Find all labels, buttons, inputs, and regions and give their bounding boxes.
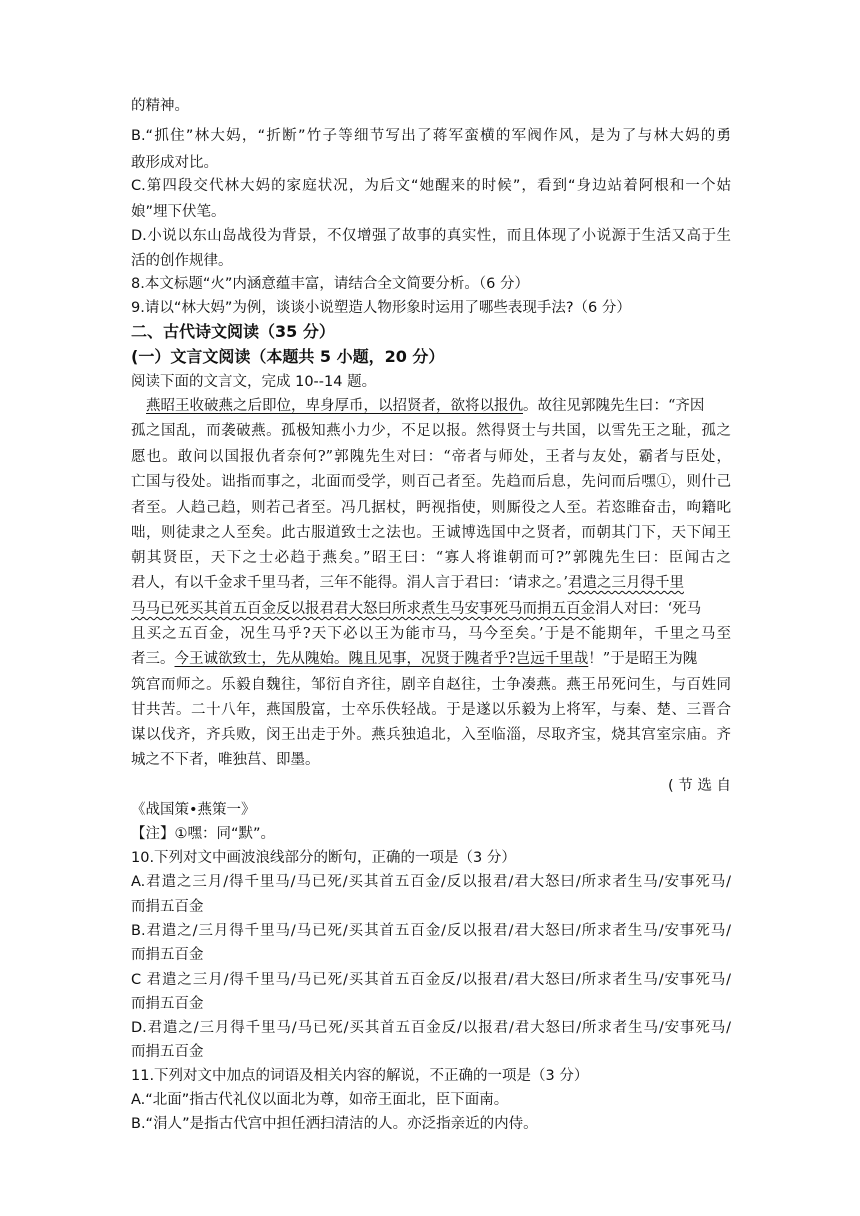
option-line: 而捐五百金	[131, 899, 204, 915]
text-line: 敢形成对比。	[131, 155, 218, 171]
passage-line: 孤之国乱，而袭破燕。孤极知燕小力少，不足以报。然得贤士与共国，以雪先王之耻，孤之	[131, 423, 731, 439]
option-line: B.君遣之/三月得千里马/马已死/买其首五百金/反以报君/君大怒曰/所求者生马/安事死马/	[131, 923, 731, 939]
option-line: C 君遣之三月/得千里马/马已死/买其首五百金反/以报君/君大怒曰/所求者生马/安事死马/	[131, 972, 731, 988]
passage-line: 咄，则徒隶之人至矣。此古服道致士之法也。王诚博选国中之贤者，而朝其门下，天下闻王	[131, 525, 731, 541]
option-line: A.君遣之三月/得千里马/马已死/买其首五百金/反以报君/君大怒曰/所求者生马/安事死马/	[131, 874, 731, 890]
option-line: 而捐五百金	[131, 996, 204, 1012]
question-8: 8.本文标题“火”内涵意蕴丰富，请结合全文简要分析。（6 分）	[131, 276, 529, 292]
passage-line: 谋以伐齐，齐兵败，闵王出走于外。燕兵独追北，入至临淄，尽取齐宝，烧其宫室宗庙。齐	[131, 727, 731, 743]
underlined-sentence: 燕昭王收破燕之后即位，卑身厚币，以招贤者，欲将以报仇	[146, 398, 523, 414]
passage-line: 愿也。敢问以国报仇者奈何?”郭隗先生对曰：“帝者与师处，王者与友处，霸者与臣处，	[131, 449, 731, 465]
source-citation: ( 节 选 自	[668, 778, 731, 794]
passage-line: 城之不下者，唯独莒、即墨。	[131, 752, 320, 768]
passage-line-9: 马马已死买其首五百金反以报君君大怒曰所求煮生马安事死马而捐五百金涓人对曰：‘死马	[131, 601, 702, 617]
underlined-sentence: 今王诚欲致士，先从隗始。隗且见事，况贤于隗者乎?岂远千里哉	[174, 651, 589, 667]
passage-line: 筑宫而师之。乐毅自魏往，邹衍自齐往，剧辛自赵往，士争凑燕。燕王吊死问生，与百姓同	[131, 677, 731, 693]
question-9: 9.请以“林大妈”为例，谈谈小说塑造人物形象时运用了哪些表现手法?（6 分）	[131, 300, 631, 316]
passage-line-11: 者三。今王诚欲致士，先从隗始。隗且见事，况贤于隗者乎?岂远千里哉！”于是昭王为隗	[131, 651, 698, 667]
sub-title: (一）文言文阅读（本题共 5 小题，20 分）	[131, 347, 445, 366]
section-title: 二、古代诗文阅读（35 分）	[131, 322, 335, 341]
passage-line-8: 君人，有以千金求千里马者，三年不能得。涓人言于君曰：‘请求之。’君遣之三月得千里	[131, 575, 684, 591]
passage-line: 且买之五百金，况生马乎?天下必以王为能市马，马今至矣。’于是不能期年，千里之马至	[131, 626, 731, 642]
text-line: 的精神。	[131, 98, 189, 114]
option-b-line: B.“抓住”林大妈，“折断”竹子等细节写出了蒋军蛮横的军阀作风，是为了与林大妈的勇	[131, 128, 731, 144]
option-line: 而捐五百金	[131, 1044, 204, 1060]
option-d-line: D.小说以东山岛战役为背景，不仅增强了故事的真实性，而且体现了小说源于生活又高于生	[131, 228, 731, 244]
option-c-line: C.第四段交代林大妈的家庭状况，为后文“她醒来的时候”，看到“身边站着阿根和一个姑	[131, 178, 731, 194]
passage-line: 甘共苦。二十八年，燕国殷富，士卒乐佚轻战。于是遂以乐毅为上将军，与秦、楚、三晋合	[131, 702, 731, 718]
question-10: 10.下列对文中画波浪线部分的断句，正确的一项是（3 分）	[131, 850, 516, 866]
text-line: 活的创作规律。	[131, 253, 233, 269]
footnote: 【注】①嘿：同“默”。	[131, 826, 276, 842]
source-title: 《战国策•燕策一》	[131, 802, 256, 818]
option-line: 而捐五百金	[131, 947, 204, 963]
option-line: B.“涓人”是指古代宫中担任洒扫清洁的人。亦泛指亲近的内侍。	[131, 1116, 538, 1132]
question-11: 11.下列对文中加点的词语及相关内容的解说，不正确的一项是（3 分）	[131, 1068, 589, 1084]
instruction: 阅读下面的文言文，完成 10--14 题。	[131, 374, 377, 390]
passage-line-1: 燕昭王收破燕之后即位，卑身厚币，以招贤者，欲将以报仇。故往见郭隗先生曰：“齐因	[146, 398, 705, 414]
option-line: A.“北面”指古代礼仪以面北为尊，如帝王面北，臣下面南。	[131, 1092, 509, 1108]
wavy-underline: 君遣之三月得千里	[567, 575, 684, 591]
option-line: D.君遣之/三月得千里马/马已死/买其首五百金反/以报君/君大怒曰/所求者生马/安事死马/	[131, 1020, 731, 1036]
passage-line: 朝其贤臣，天下之士必趋于燕矣。”昭王曰：“寡人将谁朝而可?”郭隗先生曰：臣闻古之	[131, 550, 731, 566]
text-line: 娘”埋下伏笔。	[131, 204, 226, 220]
passage-line: 亡国与役处。诎指而事之，北面而受学，则百己者至。先趋而后息，先问而后嘿①，则什己	[131, 474, 731, 490]
passage-line: 者至。人趋己趋，则若己者至。冯几据杖，眄视指使，则厮役之人至。若恣睢奋击，呴籍叱	[131, 500, 731, 516]
wavy-underline: 马马已死买其首五百金反以报君君大怒曰所求煮生马安事死马而捐五百金	[131, 601, 595, 617]
